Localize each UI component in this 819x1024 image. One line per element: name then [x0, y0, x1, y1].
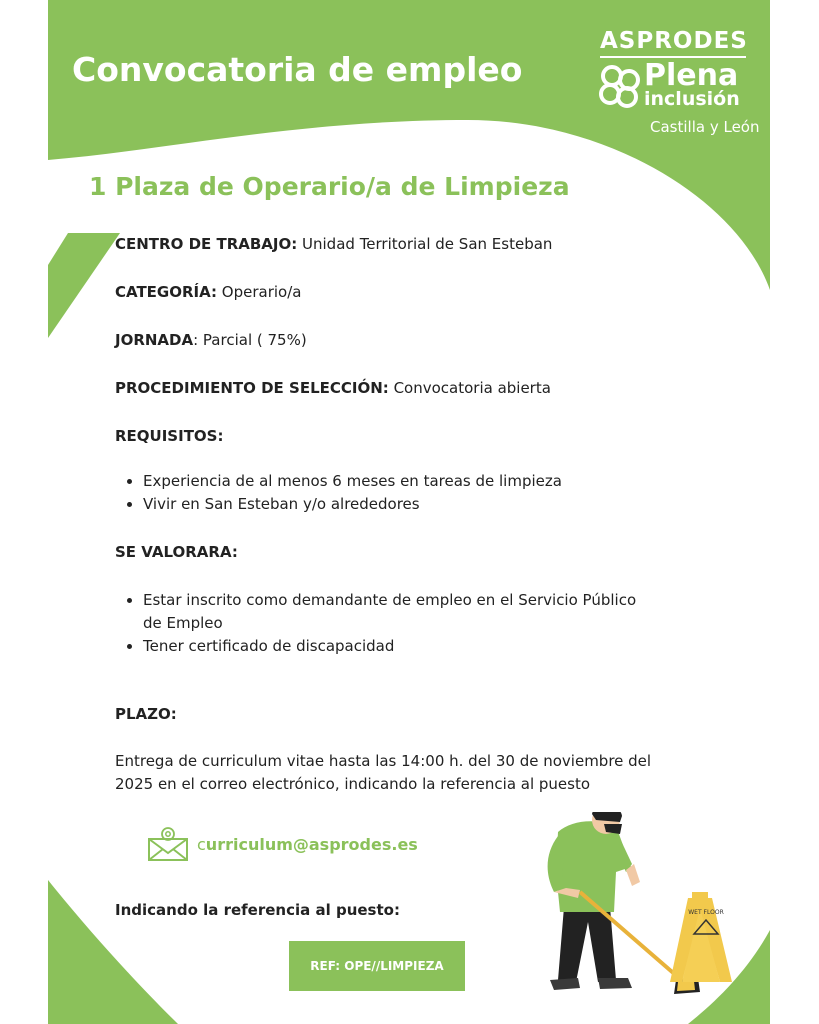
- logo-brand-line1: Plena: [644, 58, 739, 93]
- envelope-icon: [147, 826, 189, 862]
- email-contact[interactable]: [147, 826, 418, 862]
- valorara-heading: SE VALORARA:: [115, 543, 238, 561]
- list-item: • Tener certificado de discapacidad: [143, 635, 675, 658]
- procedimiento-label: PROCEDIMIENTO DE SELECCIÓN:: [115, 379, 389, 397]
- centro-value: Unidad Territorial de San Esteban: [302, 235, 553, 253]
- jornada-row: [115, 329, 675, 352]
- centro-label: CENTRO DE TRABAJO:: [115, 235, 298, 253]
- list-item: • Estar inscrito como demandante de empleo en el Servicio Público de Empleo: [143, 589, 675, 635]
- sign-text: WET FLOOR: [688, 909, 724, 916]
- jornada-label: JORNADA: [115, 331, 194, 349]
- list-item: • Experiencia de al menos 6 meses en tareas de limpieza: [143, 470, 675, 493]
- reference-heading: Indicando la referencia al puesto:: [115, 901, 400, 919]
- categoria-row: [115, 281, 675, 304]
- valorara-list: [115, 589, 675, 658]
- procedimiento-value: Convocatoria abierta: [393, 379, 551, 397]
- email-address[interactable]: curriculum@asprodes.es: [197, 834, 418, 854]
- requisitos-heading: REQUISITOS:: [115, 427, 224, 445]
- job-title: 1 Plaza de Operario/a de Limpieza: [89, 172, 570, 201]
- job-poster: [48, 0, 770, 1024]
- plazo-line2: 2025 en el correo electrónico, indicando la referencia al puesto: [115, 775, 591, 793]
- centro-row: [115, 233, 675, 256]
- cleaner-illustration: [536, 812, 736, 1002]
- logo-org-name: ASPRODES: [600, 28, 748, 54]
- job-details: [115, 231, 675, 796]
- reference-badge: REF: OPE//LIMPIEZA: [289, 941, 465, 991]
- categoria-value: Operario/a: [221, 283, 302, 301]
- plazo-text: [115, 750, 675, 796]
- jornada-value: : Parcial ( 75%): [193, 331, 307, 349]
- list-item: • Vivir en San Esteban y/o alrededores: [143, 493, 675, 516]
- page-title: Convocatoria de empleo: [72, 50, 523, 89]
- plazo-heading: PLAZO:: [115, 705, 177, 723]
- procedimiento-row: [115, 377, 675, 400]
- logo-region: Castilla y León: [650, 118, 760, 136]
- plazo-line1: Entrega de curriculum vitae hasta las 14:00 h. del 30 de noviembre del: [115, 752, 652, 770]
- requisitos-list: [115, 470, 675, 516]
- asprodes-logo: [598, 28, 763, 136]
- categoria-label: CATEGORÍA:: [115, 283, 218, 301]
- logo-brand-line2: inclusión: [644, 88, 740, 110]
- flower-logo-icon: [598, 64, 642, 112]
